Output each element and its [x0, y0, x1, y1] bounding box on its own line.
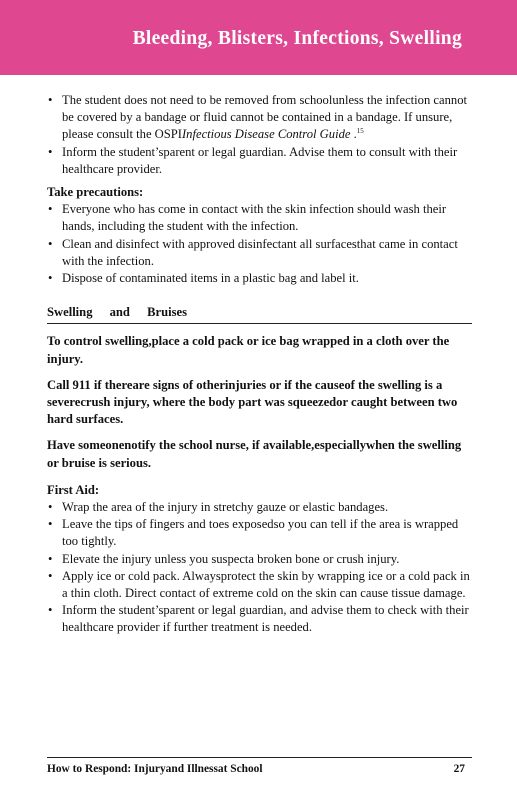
first-aid-heading: First Aid:: [47, 482, 100, 497]
list-item: • Apply ice or cold pack. Alwaysprotect the skin by wrapping ice or a cold pack in a thin cloth. Direct contact of extreme cold on the skin can cause tissue damage.: [47, 568, 472, 602]
page-title: Bleeding, Blisters, Infections, Swelling: [132, 28, 462, 49]
bullet-text: The student does not need to be removed from schoolunless the infection cannot be covered by a bandage or fluid cannot be contained in a bandage. If unsure, please consult the OSPI: [62, 93, 467, 142]
list-item: • Wrap the area of the injury in stretchy gauze or elastic bandages.: [47, 499, 472, 516]
list-item: • Dispose of contaminated items in a plastic bag and label it.: [47, 270, 472, 287]
instruction-paragraph: To control swelling,place a cold pack or ice bag wrapped in a cloth over the injury.: [47, 334, 450, 366]
list-item: • Clean and disinfect with approved disinfectant all surfacesthat came in contact with the infection.: [47, 236, 472, 270]
list-item: • Inform the student’sparent or legal guardian. Advise them to consult with their healthcare provider.: [47, 144, 472, 178]
instruction-paragraph: Have someonenotify the school nurse, if available,especiallywhen the swelling or bruise is serious.: [47, 438, 462, 470]
footer-divider: [47, 757, 472, 758]
footer-title: How to Respond: Injuryand Illnessat School: [47, 763, 263, 775]
infection-bullets: [47, 92, 472, 178]
precautions-list: [47, 201, 472, 287]
precautions-heading: Take precautions:: [47, 185, 144, 200]
first-aid-list: [47, 499, 472, 637]
list-item: • The student does not need to be removed from schoolunless the infection cannot be covered by a bandage or fluid cannot be contained in a bandage. If unsure, please consult the OSPIInfectious Disease Control Guide .$^{15}$: [47, 92, 472, 144]
page-number: 27: [453, 763, 465, 775]
list-item: • Elevate the injury unless you suspecta broken bone or crush injury.: [47, 551, 472, 568]
section-heading-swelling: Swelling and Bruises: [47, 304, 472, 324]
instruction-paragraph: Call 911 if thereare signs of otherinjuries or if the causeof the swelling is a severecrush injury, where the body part was squeezedor caught between two hard surfaces.: [47, 377, 458, 427]
list-item: • Everyone who has come in contact with the skin infection should wash their hands, including the student with the infection.: [47, 201, 472, 235]
page-content: [47, 92, 472, 637]
header-band: [0, 0, 517, 75]
footnote-ref: 15: [356, 127, 364, 136]
list-item: • Inform the student’sparent or legal guardian, and advise them to check with their healthcare provider if further treatment is needed.: [47, 602, 472, 636]
list-item: • Leave the tips of fingers and toes exposedso you can tell if the area is wrapped too tightly.: [47, 516, 472, 550]
guide-title: Infectious Disease Control Guide: [181, 127, 351, 142]
